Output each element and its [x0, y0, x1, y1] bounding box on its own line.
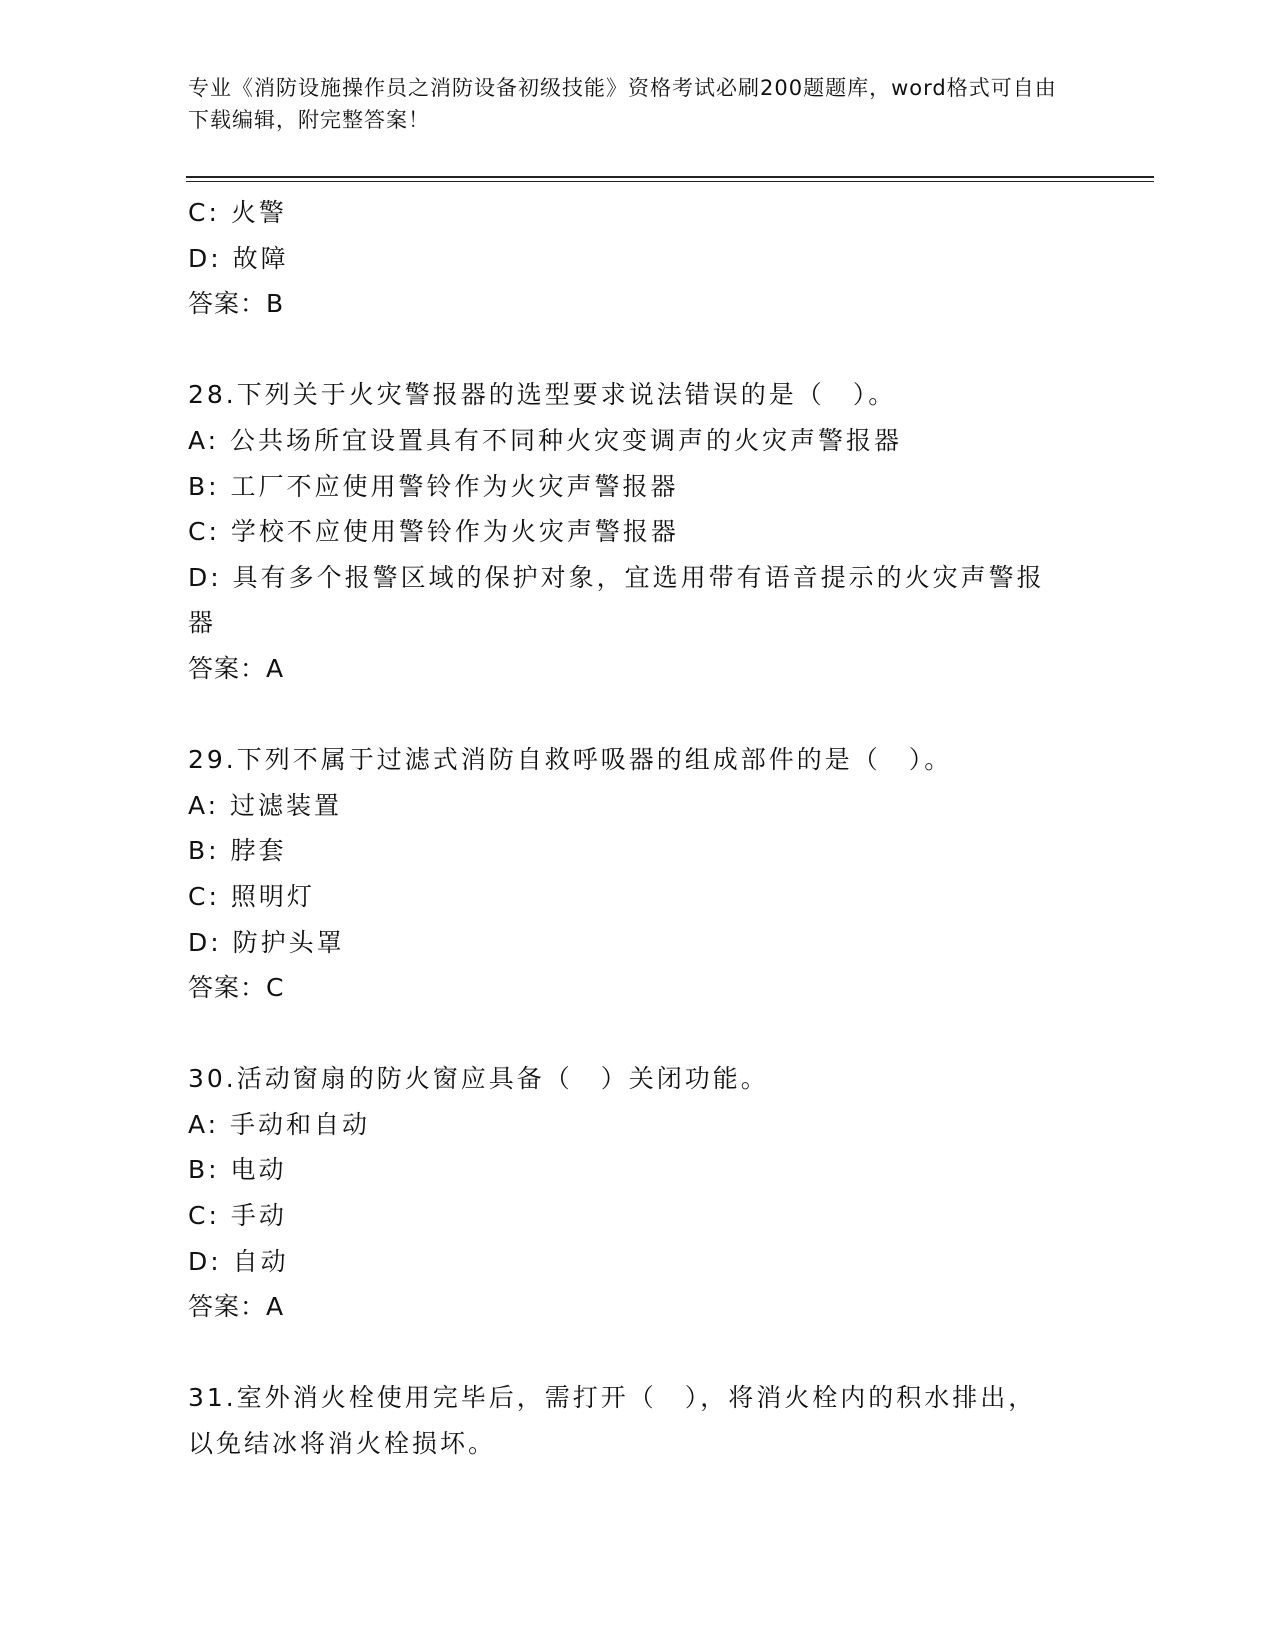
option-line [188, 555, 1048, 646]
option-line [188, 874, 1088, 920]
option-text: 照明灯 [230, 881, 315, 911]
option-text: 故障 [232, 243, 289, 273]
option-label: B: [188, 471, 220, 501]
question-stem: 29.下列不属于过滤式消防自救呼吸器的组成部件的是（ ）。 [188, 745, 953, 775]
option-label: A: [188, 1109, 220, 1139]
option-text: 手动和自动 [230, 1109, 371, 1139]
question-stem: 28.下列关于火灾警报器的选型要求说法错误的是（ ）。 [188, 380, 897, 410]
answer-line: 答案：A [188, 653, 285, 683]
option-line [188, 1147, 1088, 1193]
option-label: D: [188, 562, 222, 592]
option-line [188, 828, 1088, 874]
option-text: 学校不应使用警铃作为火灾声警报器 [230, 517, 679, 547]
option-line [188, 1239, 1088, 1285]
option-text: 火警 [230, 198, 287, 227]
option-label: C: [188, 517, 220, 547]
option-line [188, 236, 1088, 282]
option-line [188, 783, 1088, 829]
spacer [188, 1330, 1088, 1376]
spacer [188, 692, 1088, 738]
option-label: C: [188, 198, 220, 227]
option-line [188, 190, 1088, 236]
option-line [188, 1102, 1088, 1148]
option-label: D: [188, 1246, 222, 1276]
page-header: 专业《消防设施操作员之消防设备初级技能》资格考试必刷200题题库，word格式可自由下载编辑，附完整答案！ [188, 76, 1057, 132]
question-stem: 31.室外消火栓使用完毕后，需打开（ ），将消火栓内的积水排出，以免结冰将消火栓损坏。 [188, 1383, 1037, 1459]
option-label: C: [188, 881, 220, 911]
option-text: 具有多个报警区域的保护对象，宜选用带有语音提示的火灾声警报器 [188, 562, 1045, 638]
option-text: 工厂不应使用警铃作为火灾声警报器 [230, 471, 679, 501]
option-line [188, 464, 1088, 510]
option-line [188, 418, 1088, 464]
header-rule-thick [186, 176, 1154, 178]
option-text: 电动 [230, 1155, 287, 1185]
option-text: 过滤装置 [230, 790, 343, 820]
spacer [188, 1011, 1088, 1057]
question-list [188, 190, 1088, 1467]
option-label: A: [188, 425, 220, 455]
option-label: B: [188, 1155, 220, 1185]
option-line [188, 920, 1088, 966]
answer-line: 答案：A [188, 1292, 285, 1322]
option-line [188, 1193, 1088, 1239]
option-label: C: [188, 1201, 220, 1231]
option-label: B: [188, 836, 220, 866]
option-label: D: [188, 927, 222, 957]
header-rule-thin [186, 181, 1154, 182]
option-text: 防护头罩 [232, 927, 345, 957]
answer-line: 答案：B [188, 289, 285, 319]
question-stem: 30.活动窗扇的防火窗应具备（ ）关闭功能。 [188, 1064, 769, 1094]
answer-line: 答案：C [188, 973, 285, 1003]
option-text: 公共场所宜设置具有不同种火灾变调声的火灾声警报器 [230, 425, 903, 455]
option-line [188, 509, 1088, 555]
option-label: D: [188, 243, 222, 273]
option-label: A: [188, 790, 220, 820]
option-text: 脖套 [230, 836, 287, 866]
spacer [188, 327, 1088, 373]
option-text: 手动 [230, 1201, 287, 1231]
option-text: 自动 [232, 1246, 289, 1276]
